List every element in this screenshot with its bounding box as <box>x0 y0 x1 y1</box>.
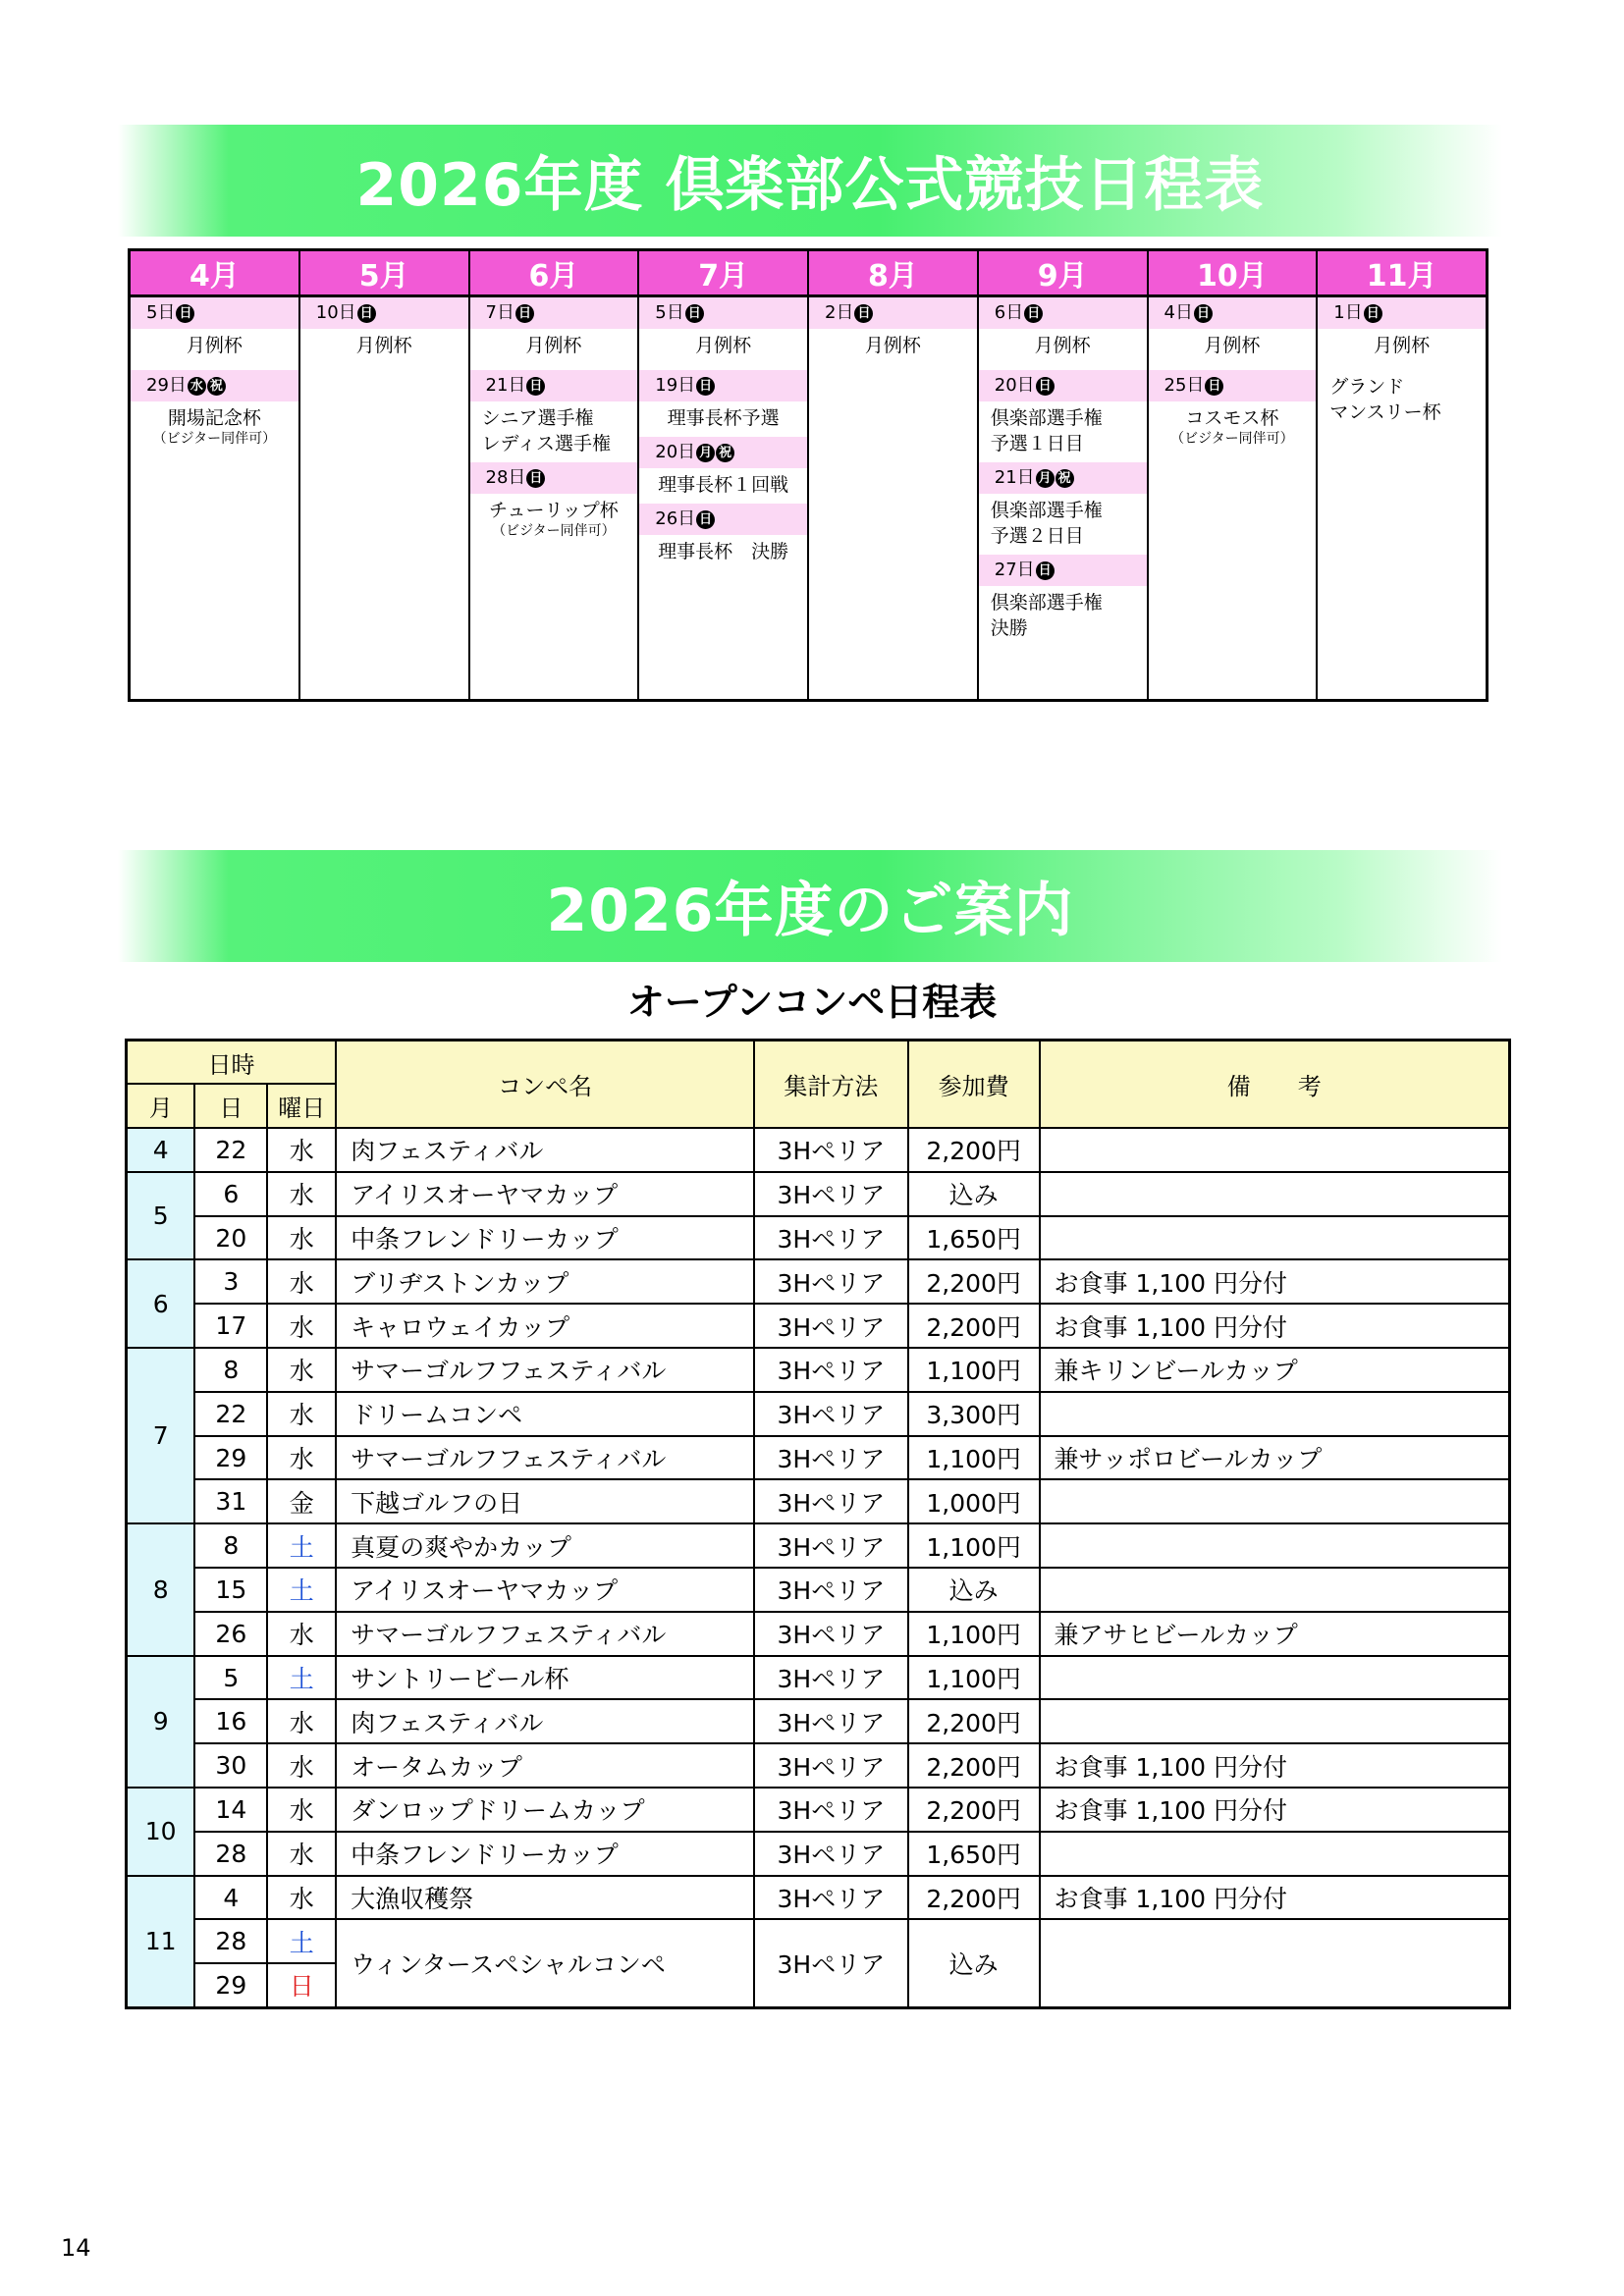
weekday-cell: 水 <box>267 1392 336 1436</box>
table-row <box>127 1479 1510 1523</box>
notes-cell: お食事 1,100 円分付 <box>1040 1876 1510 1920</box>
schedule-event <box>639 504 807 564</box>
weekday-badge: 日 <box>1205 377 1223 396</box>
header-month: 月 <box>127 1084 195 1128</box>
header-method: 集計方法 <box>754 1041 908 1129</box>
day-cell: 28 <box>194 1832 267 1876</box>
fee-cell: 2,200円 <box>908 1304 1040 1348</box>
day-cell: 22 <box>194 1392 267 1436</box>
notes-cell <box>1040 1392 1510 1436</box>
month-cell: 9 <box>127 1656 195 1788</box>
event-name: グランド マンスリー杯 <box>1329 376 1441 423</box>
method-cell: 3Hペリア <box>754 1479 908 1523</box>
table-row <box>127 1436 1510 1480</box>
weekday-badge: 日 <box>685 304 704 323</box>
weekday-cell: 水 <box>267 1172 336 1216</box>
event-name: 倶楽部選手権 決勝 <box>990 592 1103 639</box>
schedule-event <box>470 462 638 539</box>
weekday-badge: 日 <box>515 304 534 323</box>
compe-name-cell: サマーゴルフフェスティバル <box>336 1436 754 1480</box>
compe-name-cell: アイリスオーヤマカップ <box>336 1172 754 1216</box>
open-compe-title: オープンコンペ日程表 <box>626 981 998 1024</box>
month-column <box>300 251 470 699</box>
weekday-cell: 土 <box>267 1523 336 1568</box>
event-date <box>1149 297 1317 329</box>
table-row <box>127 1348 1510 1392</box>
weekday-badge: 日 <box>1364 304 1382 323</box>
event-date <box>1318 297 1486 329</box>
method-cell: 3Hペリア <box>754 1612 908 1656</box>
table-row <box>127 1788 1510 1832</box>
compe-name-cell: 大漁収穫祭 <box>336 1876 754 1920</box>
fee-cell: 込み <box>908 1172 1040 1216</box>
schedule-event <box>639 437 807 498</box>
day-cell: 29 <box>194 1963 267 2007</box>
compe-name-cell: 中条フレンドリーカップ <box>336 1216 754 1260</box>
event-name: 倶楽部選手権 予選１日目 <box>990 407 1103 454</box>
method-cell: 3Hペリア <box>754 1876 908 1920</box>
weekday-badge: 祝 <box>716 444 734 462</box>
event-name: 理事長杯１回戦 <box>658 474 789 496</box>
weekday-badge: 月 <box>696 444 715 462</box>
event-date-text: 19日 <box>655 375 696 396</box>
day-cell: 3 <box>194 1259 267 1304</box>
day-cell: 4 <box>194 1876 267 1920</box>
notes-cell <box>1040 1656 1510 1700</box>
compe-name-cell: サマーゴルフフェスティバル <box>336 1348 754 1392</box>
schedule-event <box>979 555 1147 641</box>
table-row <box>127 1832 1510 1876</box>
event-date-text: 28日 <box>485 467 526 488</box>
weekday-badge: 日 <box>854 304 873 323</box>
event-date-text: 25日 <box>1164 375 1205 396</box>
event-date-text: 21日 <box>485 375 526 396</box>
schedule-event <box>809 297 977 358</box>
event-date <box>639 297 807 329</box>
compe-name-cell: 肉フェスティバル <box>336 1128 754 1172</box>
day-cell: 22 <box>194 1128 267 1172</box>
compe-name-cell: ブリヂストンカップ <box>336 1259 754 1304</box>
day-cell: 15 <box>194 1568 267 1612</box>
notes-cell: お食事 1,100 円分付 <box>1040 1743 1510 1788</box>
event-date <box>639 437 807 468</box>
table-row <box>127 1699 1510 1743</box>
weekday-cell: 水 <box>267 1259 336 1304</box>
method-cell: 3Hペリア <box>754 1743 908 1788</box>
compe-name-cell: 中条フレンドリーカップ <box>336 1832 754 1876</box>
weekday-badge: 水 <box>188 377 206 396</box>
header-name: コンペ名 <box>336 1041 754 1129</box>
month-header: 7月 <box>639 251 807 297</box>
fee-cell: 2,200円 <box>908 1788 1040 1832</box>
open-compe-table <box>125 1039 1511 2009</box>
header-weekday: 曜日 <box>267 1084 336 1128</box>
fee-cell: 込み <box>908 1568 1040 1612</box>
weekday-badge: 日 <box>696 510 715 529</box>
month-header: 9月 <box>979 251 1147 297</box>
day-cell: 31 <box>194 1479 267 1523</box>
month-column <box>979 251 1149 699</box>
table-row <box>127 1128 1510 1172</box>
fee-cell: 1,000円 <box>908 1479 1040 1523</box>
page-number: 14 <box>61 2234 91 2262</box>
compe-name-cell: サントリービール杯 <box>336 1656 754 1700</box>
header-datetime: 日時 <box>127 1041 337 1085</box>
event-date <box>979 370 1147 401</box>
weekday-cell: 水 <box>267 1743 336 1788</box>
compe-name-cell: ドリームコンペ <box>336 1392 754 1436</box>
notes-cell: 兼サッポロビールカップ <box>1040 1436 1510 1480</box>
fee-cell: 込み <box>908 1919 1040 2007</box>
event-date <box>979 462 1147 494</box>
day-cell: 28 <box>194 1919 267 1963</box>
fee-cell: 2,200円 <box>908 1699 1040 1743</box>
fee-cell: 1,100円 <box>908 1656 1040 1700</box>
schedule-event <box>470 370 638 456</box>
method-cell: 3Hペリア <box>754 1128 908 1172</box>
weekday-cell: 金 <box>267 1479 336 1523</box>
method-cell: 3Hペリア <box>754 1656 908 1700</box>
method-cell: 3Hペリア <box>754 1348 908 1392</box>
weekday-cell: 土 <box>267 1919 336 1963</box>
method-cell: 3Hペリア <box>754 1568 908 1612</box>
month-header: 8月 <box>809 251 977 297</box>
table-row <box>127 1392 1510 1436</box>
notes-cell: 兼アサヒビールカップ <box>1040 1612 1510 1656</box>
weekday-badge: 日 <box>357 304 376 323</box>
event-name: 月例杯 <box>1374 335 1431 356</box>
event-date <box>131 297 298 329</box>
method-cell: 3Hペリア <box>754 1392 908 1436</box>
weekday-cell: 土 <box>267 1568 336 1612</box>
table-row <box>127 1259 1510 1304</box>
event-date-text: 1日 <box>1333 302 1363 323</box>
table-row <box>127 1743 1510 1788</box>
notes-cell: お食事 1,100 円分付 <box>1040 1788 1510 1832</box>
schedule-event <box>639 297 807 358</box>
header-day: 日 <box>194 1084 267 1128</box>
month-cell: 4 <box>127 1128 195 1172</box>
method-cell: 3Hペリア <box>754 1523 908 1568</box>
notes-cell <box>1040 1699 1510 1743</box>
schedule-event <box>639 370 807 431</box>
event-date <box>300 297 468 329</box>
fee-cell: 2,200円 <box>908 1128 1040 1172</box>
event-date-text: 7日 <box>485 302 514 323</box>
compe-name-cell: キャロウェイカップ <box>336 1304 754 1348</box>
table-row <box>127 1612 1510 1656</box>
table-row <box>127 1656 1510 1700</box>
weekday-cell: 水 <box>267 1128 336 1172</box>
method-cell: 3Hペリア <box>754 1788 908 1832</box>
weekday-badge: 日 <box>526 377 545 396</box>
fee-cell: 1,100円 <box>908 1348 1040 1392</box>
fee-cell: 1,100円 <box>908 1612 1040 1656</box>
weekday-cell: 土 <box>267 1656 336 1700</box>
compe-name-cell: ウィンタースペシャルコンペ <box>336 1919 754 2007</box>
weekday-badge: 日 <box>1024 304 1043 323</box>
event-date-text: 20日 <box>994 375 1035 396</box>
fee-cell: 1,650円 <box>908 1216 1040 1260</box>
compe-name-cell: アイリスオーヤマカップ <box>336 1568 754 1612</box>
month-cell: 7 <box>127 1348 195 1523</box>
weekday-cell: 水 <box>267 1436 336 1480</box>
guide-banner-title: 2026年度のご案内 <box>546 877 1074 945</box>
weekday-cell: 水 <box>267 1876 336 1920</box>
schedule-event <box>131 297 298 358</box>
weekday-cell: 水 <box>267 1788 336 1832</box>
event-date-text: 27日 <box>994 560 1035 580</box>
notes-cell <box>1040 1128 1510 1172</box>
month-header: 10月 <box>1149 251 1317 297</box>
fee-cell: 2,200円 <box>908 1743 1040 1788</box>
event-name: 月例杯 <box>525 335 582 356</box>
compe-name-cell: サマーゴルフフェスティバル <box>336 1612 754 1656</box>
month-column <box>1149 251 1319 699</box>
day-cell: 5 <box>194 1656 267 1700</box>
event-date-text: 5日 <box>655 302 684 323</box>
notes-cell <box>1040 1832 1510 1876</box>
weekday-badge: 祝 <box>1056 469 1074 488</box>
month-column <box>1318 251 1486 699</box>
event-date <box>809 297 977 329</box>
month-column <box>131 251 300 699</box>
event-date <box>1149 370 1317 401</box>
day-cell: 29 <box>194 1436 267 1480</box>
day-cell: 20 <box>194 1216 267 1260</box>
month-header: 11月 <box>1318 251 1486 297</box>
notes-cell <box>1040 1523 1510 1568</box>
weekday-badge: 月 <box>1036 469 1055 488</box>
monthly-schedule <box>128 248 1489 702</box>
event-date <box>979 555 1147 586</box>
compe-name-cell: オータムカップ <box>336 1743 754 1788</box>
event-date-text: 29日 <box>146 375 187 396</box>
table-row <box>127 1523 1510 1568</box>
method-cell: 3Hペリア <box>754 1259 908 1304</box>
event-name: シニア選手権 レディス選手権 <box>481 407 611 454</box>
table-row <box>127 1304 1510 1348</box>
event-name: 理事長杯 決勝 <box>658 541 789 562</box>
event-date <box>470 370 638 401</box>
event-date <box>639 504 807 535</box>
schedule-event <box>1149 297 1317 358</box>
method-cell: 3Hペリア <box>754 1436 908 1480</box>
method-cell: 3Hペリア <box>754 1832 908 1876</box>
compe-name-cell: 下越ゴルフの日 <box>336 1479 754 1523</box>
event-date-text: 2日 <box>825 302 854 323</box>
schedule-banner-title: 2026年度 倶楽部公式競技日程表 <box>355 151 1265 220</box>
event-note: （ビジター同伴可） <box>152 431 277 447</box>
event-date-text: 26日 <box>655 508 696 529</box>
event-date-text: 6日 <box>994 302 1024 323</box>
schedule-event <box>1318 297 1486 358</box>
month-column <box>470 251 640 699</box>
compe-name-cell: ダンロップドリームカップ <box>336 1788 754 1832</box>
guide-banner <box>118 850 1502 962</box>
fee-cell: 1,100円 <box>908 1523 1040 1568</box>
notes-cell: お食事 1,100 円分付 <box>1040 1259 1510 1304</box>
month-header: 6月 <box>470 251 638 297</box>
weekday-cell: 水 <box>267 1699 336 1743</box>
header-notes: 備 考 <box>1040 1041 1510 1129</box>
event-date-text: 20日 <box>655 442 696 462</box>
day-cell: 26 <box>194 1612 267 1656</box>
month-cell: 10 <box>127 1788 195 1876</box>
notes-cell <box>1040 1216 1510 1260</box>
month-cell: 8 <box>127 1523 195 1655</box>
day-cell: 8 <box>194 1348 267 1392</box>
notes-cell: お食事 1,100 円分付 <box>1040 1304 1510 1348</box>
weekday-cell: 水 <box>267 1612 336 1656</box>
fee-cell: 1,650円 <box>908 1832 1040 1876</box>
event-name: 倶楽部選手権 予選２日目 <box>990 500 1103 547</box>
fee-cell: 3,300円 <box>908 1392 1040 1436</box>
weekday-cell: 水 <box>267 1216 336 1260</box>
method-cell: 3Hペリア <box>754 1304 908 1348</box>
event-date-text: 21日 <box>994 467 1035 488</box>
fee-cell: 1,100円 <box>908 1436 1040 1480</box>
month-column <box>809 251 979 699</box>
event-name: チューリップ杯 <box>489 500 619 521</box>
month-cell: 6 <box>127 1259 195 1348</box>
event-name: 月例杯 <box>864 335 921 356</box>
notes-cell <box>1040 1568 1510 1612</box>
weekday-cell: 水 <box>267 1348 336 1392</box>
event-name: コスモス杯 <box>1185 407 1279 429</box>
header-fee: 参加費 <box>908 1041 1040 1129</box>
weekday-badge: 日 <box>1036 377 1055 396</box>
month-header: 4月 <box>131 251 298 297</box>
weekday-badge: 日 <box>176 304 194 323</box>
method-cell: 3Hペリア <box>754 1172 908 1216</box>
event-name: 開場記念杯 <box>167 407 261 429</box>
event-name: 月例杯 <box>355 335 412 356</box>
schedule-event <box>979 370 1147 456</box>
weekday-badge: 日 <box>526 469 545 488</box>
event-date-text: 10日 <box>315 302 356 323</box>
schedule-event <box>1149 370 1317 447</box>
event-name: 月例杯 <box>186 335 243 356</box>
event-note: （ビジター同伴可） <box>1170 431 1294 447</box>
event-name: 理事長杯予選 <box>667 407 780 429</box>
event-name: 月例杯 <box>1204 335 1261 356</box>
weekday-badge: 日 <box>1194 304 1213 323</box>
table-row <box>127 1216 1510 1260</box>
method-cell: 3Hペリア <box>754 1919 908 2007</box>
event-name: 月例杯 <box>1034 335 1091 356</box>
fee-cell: 2,200円 <box>908 1259 1040 1304</box>
weekday-cell: 水 <box>267 1304 336 1348</box>
day-cell: 17 <box>194 1304 267 1348</box>
day-cell: 30 <box>194 1743 267 1788</box>
table-row <box>127 1568 1510 1612</box>
event-date <box>470 297 638 329</box>
month-header: 5月 <box>300 251 468 297</box>
table-row <box>127 1876 1510 1920</box>
month-cell: 11 <box>127 1876 195 2007</box>
day-cell: 8 <box>194 1523 267 1568</box>
event-date-text: 5日 <box>146 302 176 323</box>
event-date <box>979 297 1147 329</box>
notes-cell <box>1040 1919 1510 2007</box>
table-row <box>127 1919 1510 1963</box>
schedule-event <box>979 297 1147 358</box>
notes-cell: 兼キリンビールカップ <box>1040 1348 1510 1392</box>
month-column <box>639 251 809 699</box>
day-cell: 6 <box>194 1172 267 1216</box>
notes-cell <box>1040 1479 1510 1523</box>
event-name: 月例杯 <box>695 335 752 356</box>
schedule-banner <box>118 125 1502 237</box>
event-date <box>639 370 807 401</box>
compe-name-cell: 肉フェスティバル <box>336 1699 754 1743</box>
schedule-event <box>470 297 638 358</box>
schedule-event <box>131 370 298 447</box>
weekday-cell: 水 <box>267 1832 336 1876</box>
event-note: （ビジター同伴可） <box>492 523 616 539</box>
fee-cell: 2,200円 <box>908 1876 1040 1920</box>
event-date-text: 4日 <box>1164 302 1193 323</box>
method-cell: 3Hペリア <box>754 1699 908 1743</box>
weekday-badge: 祝 <box>207 377 226 396</box>
schedule-event <box>300 297 468 358</box>
compe-name-cell: 真夏の爽やかカップ <box>336 1523 754 1568</box>
notes-cell <box>1040 1172 1510 1216</box>
weekday-badge: 日 <box>1036 561 1055 580</box>
weekday-cell: 日 <box>267 1963 336 2007</box>
event-date <box>131 370 298 401</box>
method-cell: 3Hペリア <box>754 1216 908 1260</box>
weekday-badge: 日 <box>696 377 715 396</box>
day-cell: 16 <box>194 1699 267 1743</box>
day-cell: 14 <box>194 1788 267 1832</box>
month-cell: 5 <box>127 1172 195 1260</box>
event-date <box>470 462 638 494</box>
table-row <box>127 1172 1510 1216</box>
schedule-event <box>979 462 1147 549</box>
